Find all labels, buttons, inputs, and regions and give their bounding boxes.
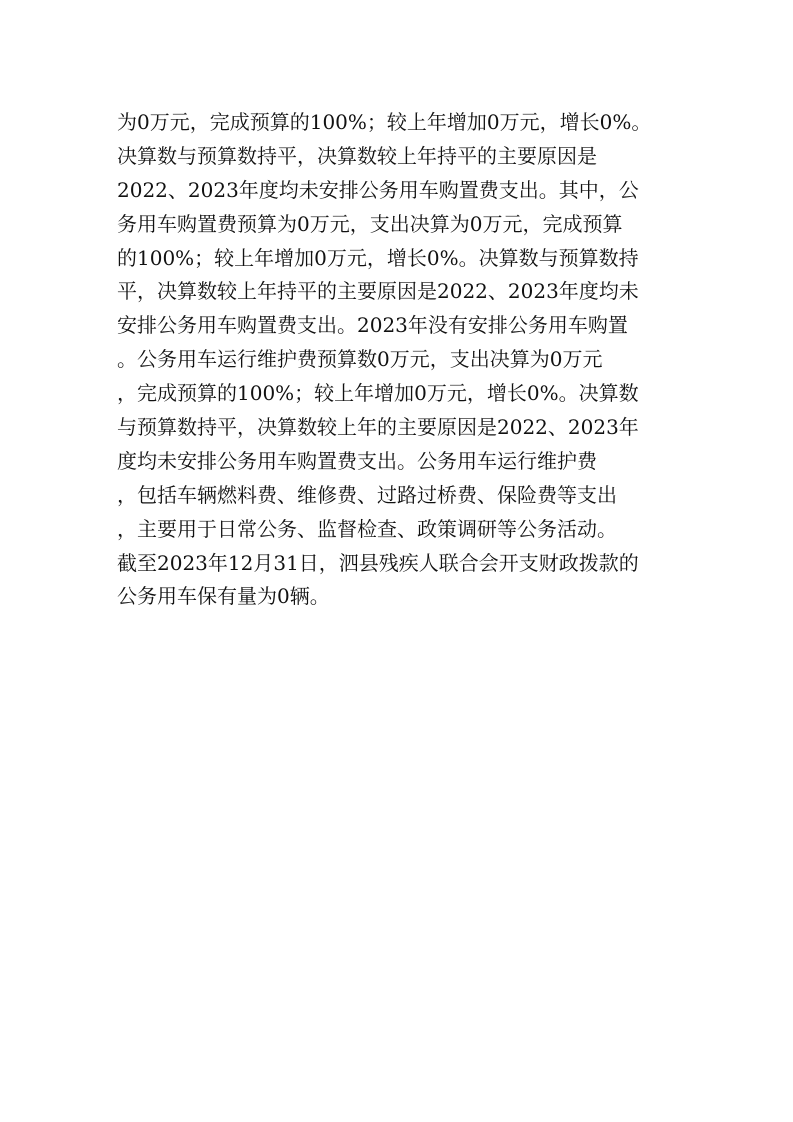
text-line-11: 度均未安排公务用车购置费支出。公务用车运行维护费 xyxy=(117,448,597,473)
text-line-8: 。公务用车运行维护费预算数0万元，支出决算为0万元 xyxy=(117,347,603,372)
text-line-9: ，完成预算的100%；较上年增加0万元，增长0%。决算数 xyxy=(117,381,639,406)
text-line-1: 为0万元，完成预算的100%；较上年增加0万元，增长0%。 xyxy=(117,110,652,134)
text-line-6: 平，决算数较上年持平的主要原因是2022、2023年度均未 xyxy=(117,279,639,304)
text-line-2: 决算数与预算数持平，决算数较上年持平的主要原因是 xyxy=(117,143,597,168)
body-paragraph xyxy=(117,106,697,614)
text-line-15: 公务用车保有量为0辆。 xyxy=(117,584,330,609)
text-line-10: 与预算数持平，决算数较上年的主要原因是2022、2023年 xyxy=(117,415,639,440)
text-line-3: 2022、2023年度均未安排公务用车购置费支出。其中，公 xyxy=(117,177,639,202)
text-line-5: 的100%；较上年增加0万元，增长0%。决算数与预算数持 xyxy=(117,245,639,270)
text-line-14: 截至2023年12月31日，泗县残疾人联合会开支财政拨款的 xyxy=(117,550,639,575)
text-line-4: 务用车购置费预算为0万元，支出决算为0万元，完成预算 xyxy=(117,211,623,236)
text-line-13: ，主要用于日常公务、监督检查、政策调研等公务活动。 xyxy=(117,516,617,541)
text-line-12: ，包括车辆燃料费、维修费、过路过桥费、保险费等支出 xyxy=(117,482,617,507)
text-line-7: 安排公务用车购置费支出。2023年没有安排公务用车购置 xyxy=(117,313,628,338)
